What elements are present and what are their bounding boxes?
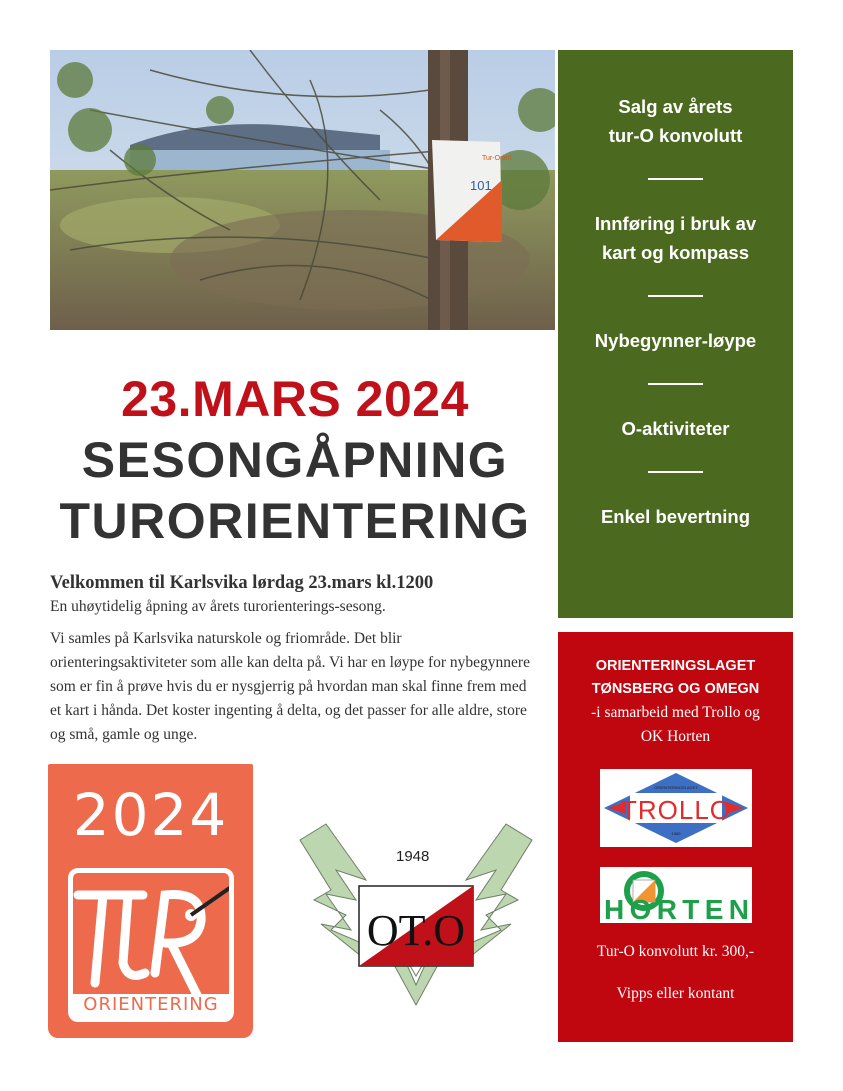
svg-text:TROLLO: TROLLO	[620, 795, 731, 825]
trollo-logo-icon	[600, 769, 752, 847]
activities-panel	[558, 50, 793, 618]
headline-title: SESONGÅPNING	[81, 432, 509, 488]
activity-item	[558, 502, 793, 531]
svg-text:101: 101	[470, 178, 492, 193]
collaboration-text	[558, 701, 793, 749]
trollo-logo	[600, 769, 752, 847]
activity-item	[558, 92, 793, 150]
svg-text:HORTEN: HORTEN	[603, 894, 748, 923]
organizer-panel	[558, 632, 793, 1042]
divider	[648, 471, 703, 473]
price-text: Tur-O konvolutt kr. 300,-	[596, 943, 755, 960]
activity-item	[558, 209, 793, 267]
intro-subtitle: En uhøytidelig åpning av årets turorienterings-sesong.	[50, 598, 386, 615]
forest-photo-illustration	[50, 50, 555, 330]
intro-body: Vi samles på Karlsvika naturskole og friområde. Det blir orienteringsaktiviteter som alle kan delta på. Vi har en løype for nybegynnere som er fin å prøve hvis du er nysgjerrig på hvordan man skal finne frem med et kart i hånda. Det koster ingenting å delta, og det passer for alle aldre, store og små, gamle og unge.	[50, 630, 530, 743]
divider	[648, 178, 703, 180]
svg-text:Tur-Orien: Tur-Orien	[482, 155, 512, 162]
tur-logo-year: 2024	[72, 781, 229, 849]
hero-photo	[50, 50, 555, 330]
tur-logo-frame	[68, 868, 234, 1022]
headline	[40, 368, 550, 552]
svg-text:ORIENTERINGSLAGET: ORIENTERINGSLAGET	[653, 785, 698, 790]
organizer-name-line: TØNSBERG OG OMEGN	[591, 681, 760, 697]
activity-item	[558, 414, 793, 443]
activity-text: tur-O konvolutt	[608, 125, 743, 146]
welcome-heading: Velkommen til Karlsvika lørdag 23.mars kl.1200	[50, 573, 434, 593]
activity-item	[558, 326, 793, 355]
activity-text: Innføring i bruk av	[594, 213, 757, 234]
collab-line: OK Horten	[640, 728, 711, 745]
divider	[648, 295, 703, 297]
event-date: 23.MARS 2024	[121, 371, 469, 427]
horten-logo	[600, 867, 752, 923]
organizer-name-line: ORIENTERINGSLAGET	[595, 658, 756, 674]
divider	[648, 383, 703, 385]
svg-text:OT.O: OT.O	[366, 906, 466, 955]
payment-text: Vipps eller kontant	[616, 985, 735, 1002]
intro-section	[50, 570, 540, 747]
activity-text: Salg av årets	[618, 96, 733, 117]
oto-founding-year: 1948	[396, 848, 430, 865]
organizer-name	[558, 655, 793, 701]
activity-text: Enkel bevertning	[600, 506, 751, 527]
activity-text: Nybegynner-løype	[594, 330, 757, 351]
headline-subtitle: TURORIENTERING	[59, 493, 531, 549]
activity-text: kart og kompass	[601, 242, 750, 263]
horten-logo-icon	[600, 867, 752, 923]
control-flag	[432, 140, 512, 242]
svg-text:1969: 1969	[671, 831, 680, 836]
collab-line: -i samarbeid med Trollo og	[591, 704, 760, 721]
activity-text: O-aktiviteter	[621, 418, 730, 439]
tur-logo-subtitle: ORIENTERING	[73, 994, 229, 1017]
tur-orientering-logo	[48, 764, 253, 1038]
